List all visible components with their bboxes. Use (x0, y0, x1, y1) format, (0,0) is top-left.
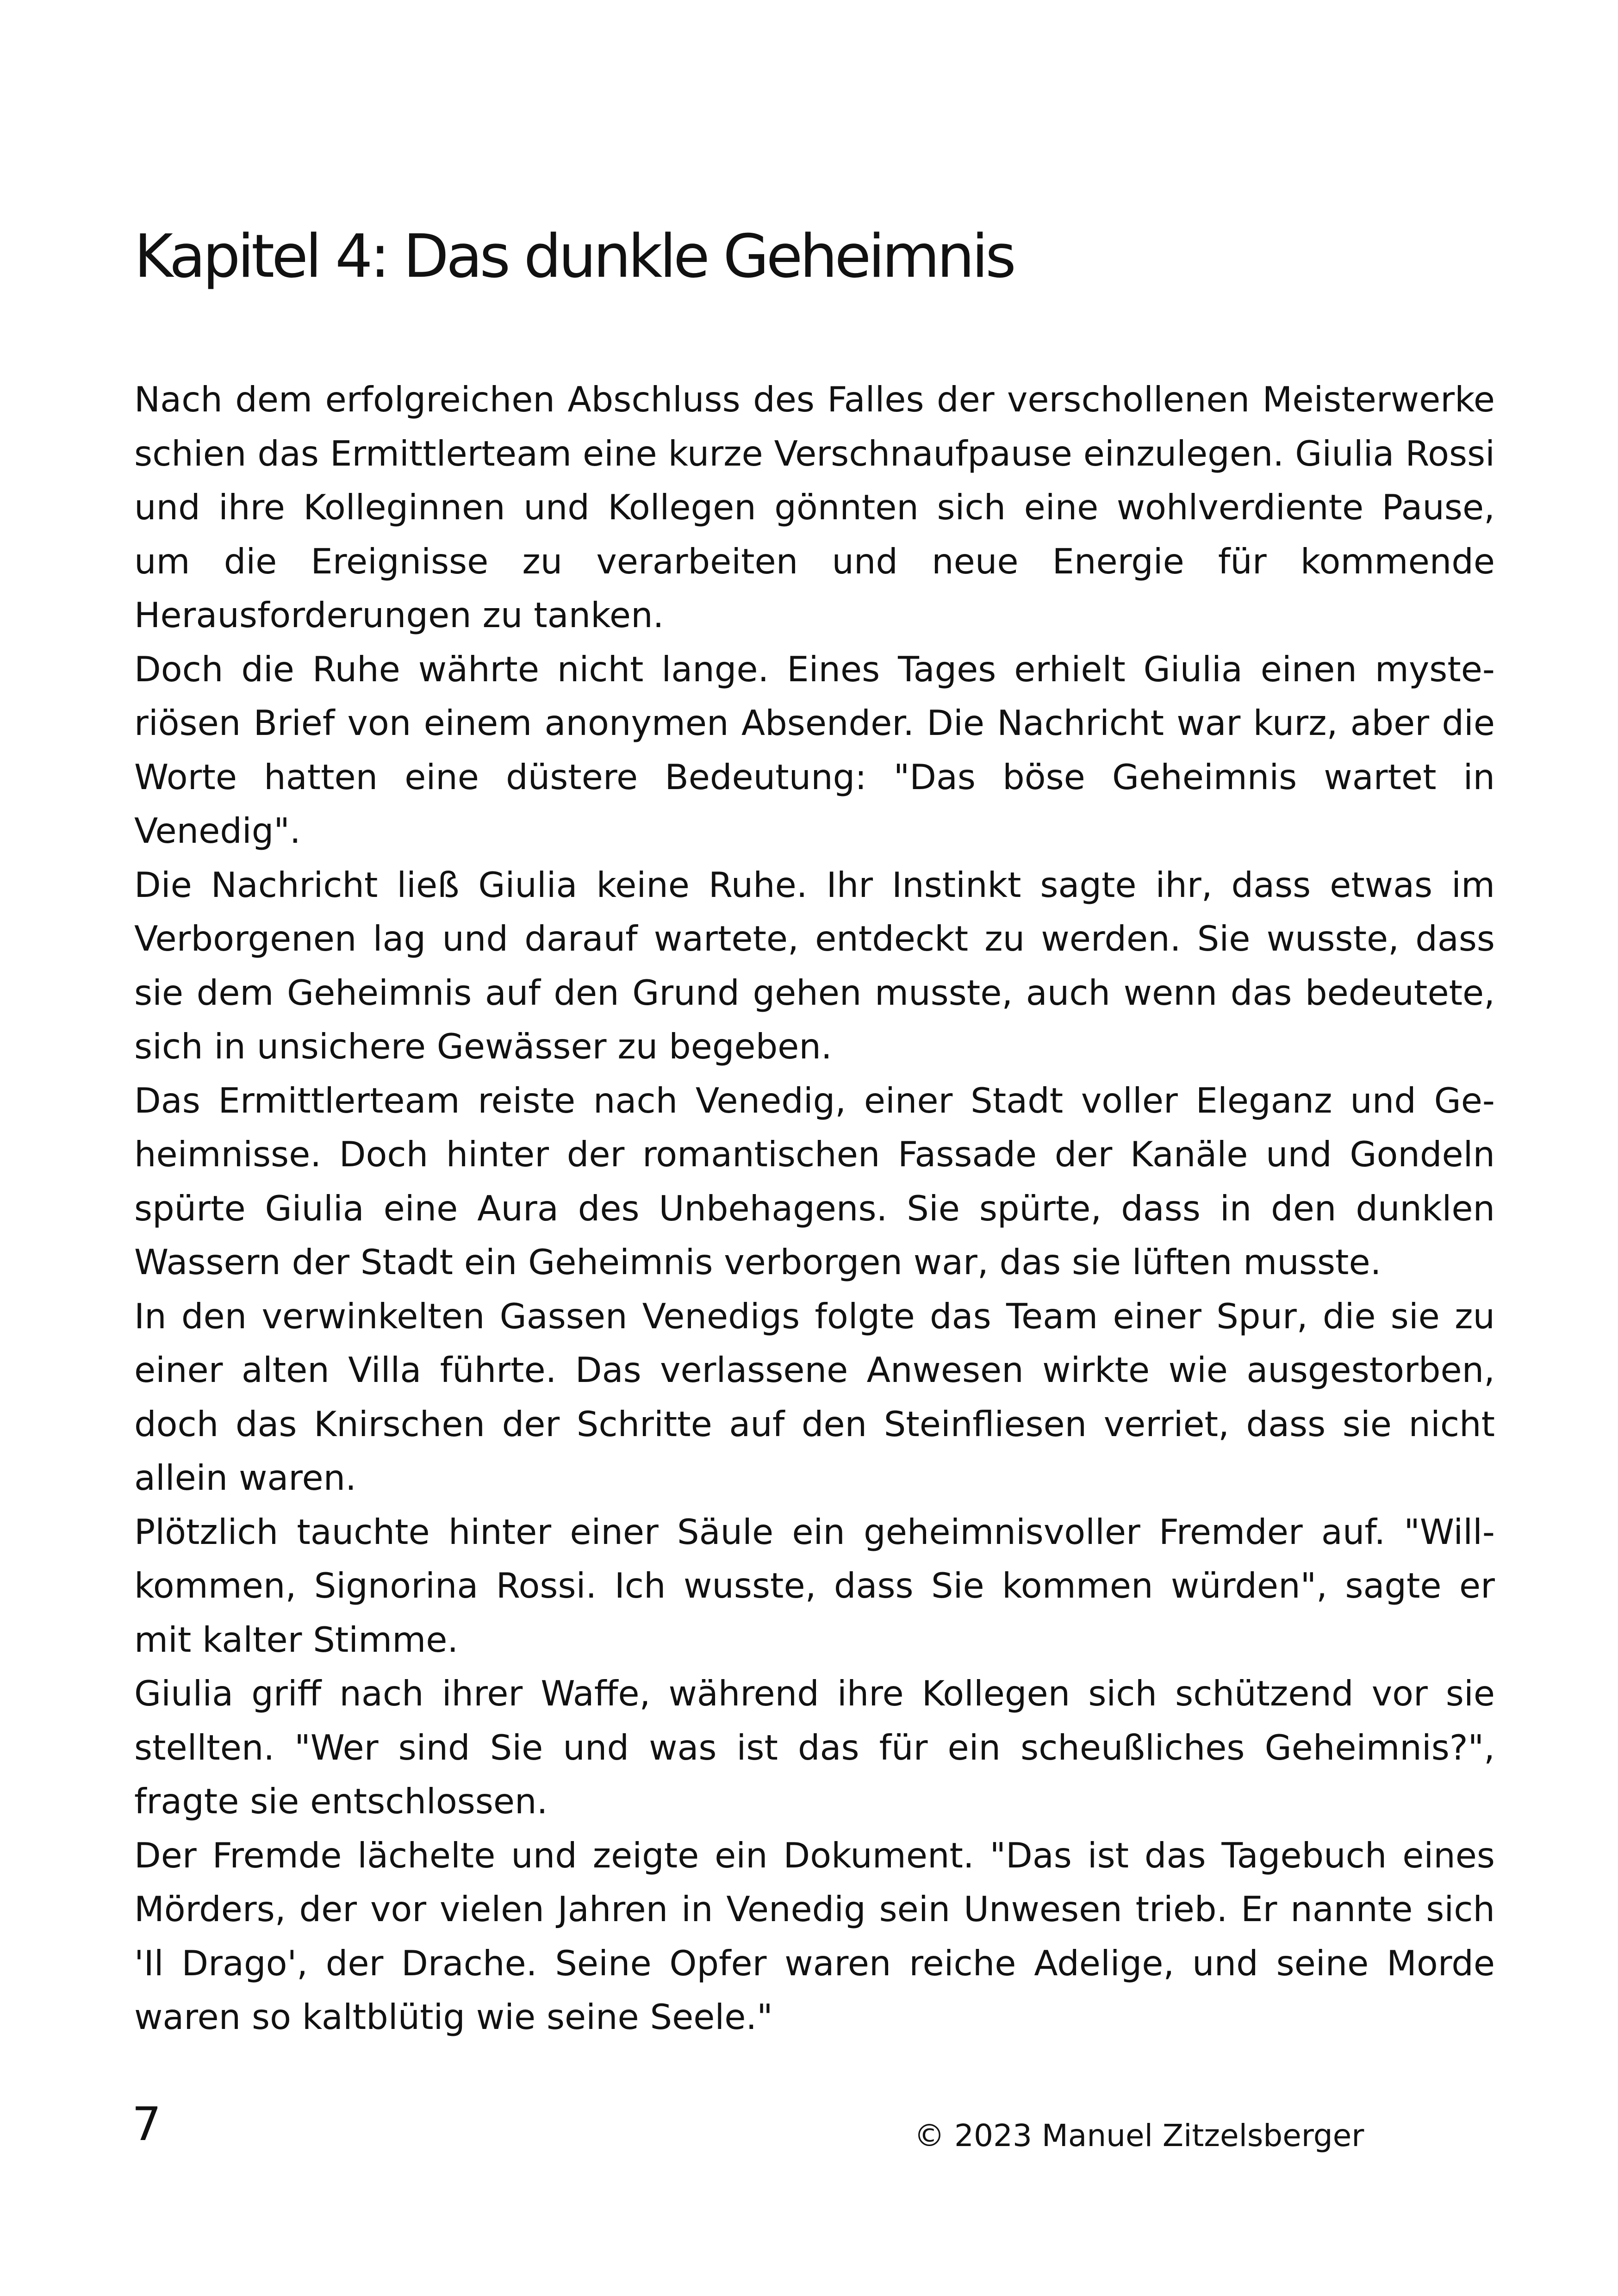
paragraph-7: Giulia griff nach ihrer Waffe, während ihre Kollegen sich schützend vor sie stellten. "Wer sind Sie und was ist das für ein scheußliches Geheimnis?", fragte sie entschlossen. (134, 1673, 1495, 1822)
paragraph-5: In den verwinkelten Gassen Venedigs folgte das Team einer Spur, die sie zu einer alten Villa führte. Das verlassene Anwesen wirkte wie ausgestorben, doch das Knirschen der Schritte auf den Steinfliesen verriet, dass sie nicht allein waren. (134, 1295, 1495, 1498)
paragraph-6: Plötzlich tauchte hinter einer Säule ein geheimnisvoller Fremder auf. "Willkommen, Signorina Rossi. Ich wusste, dass Sie kommen würden", sagte er mit kalter Stimme. (134, 1511, 1495, 1660)
page-number: 7 (132, 2097, 162, 2151)
chapter-title: Kapitel 4: Das dunkle Geheimnis (134, 222, 1014, 291)
paragraph-8: Der Fremde lächelte und zeigte ein Dokument. "Das ist das Tagebuch eines Mörders, der vor vielen Jahren in Venedig sein Unwesen trieb. Er nannte sich 'Il Drago', der Drache. Seine Opfer waren reiche Adelige, und seine Morde waren so kaltblütig wie seine Seele." (134, 1835, 1495, 2037)
paragraph-3: Die Nachricht ließ Giulia keine Ruhe. Ihr Instinkt sagte ihr, dass etwas im Verborgenen lag und darauf wartete, entdeckt zu werden. Sie wusste, dass sie dem Geheimnis auf den Grund gehen musste, auch wenn das bedeutete, sich in unsichere Gewässer zu begeben. (134, 864, 1495, 1067)
paragraph-1: Nach dem erfolgreichen Abschluss des Falles der verschollenen Meisterwerke schien das Ermittlerteam eine kurze Verschnaufpause einzulegen. Giulia Rossi und ihre Kolleginnen und Kollegen gönnten sich eine wohlverdiente Pause, um die Ereignisse zu verarbeiten und neue Energie für kommende Herausforderungen zu tanken. (134, 379, 1495, 635)
chapter-body (134, 373, 1495, 2044)
paragraph-4: Das Ermittlerteam reiste nach Venedig, einer Stadt voller Eleganz und Geheimnisse. Doch hinter der romantischen Fassade der Kanäle und Gondeln spürte Giulia eine Aura des Unbehagens. Sie spürte, dass in den dunklen Wassern der Stadt ein Geheimnis verborgen war, das sie lüften musste. (134, 1080, 1495, 1282)
paragraph-2: Doch die Ruhe währte nicht lange. Eines Tages erhielt Giulia einen mysteriösen Brief von einem anonymen Absender. Die Nachricht war kurz, aber die Worte hatten eine düstere Bedeutung: "Das böse Geheimnis wartet in Venedig". (134, 648, 1495, 851)
copyright-notice: © 2023 Manuel Zitzelsberger (914, 2118, 1364, 2153)
